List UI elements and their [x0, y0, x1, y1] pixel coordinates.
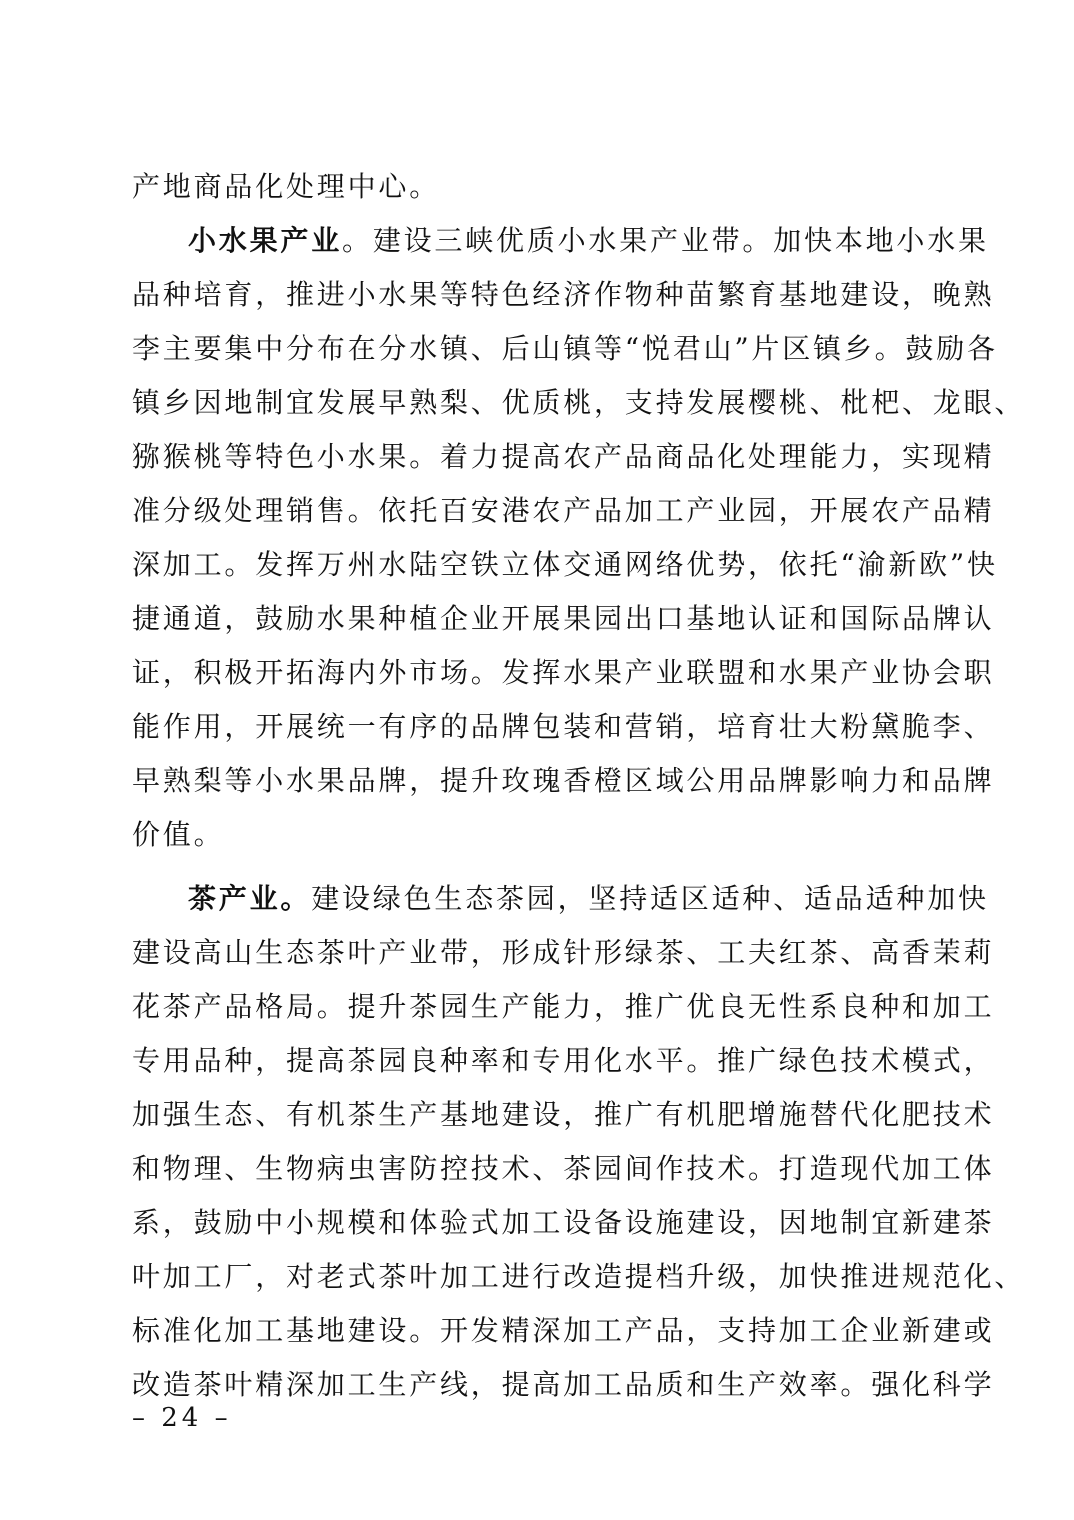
paragraph-line: 和物理、生物病虫害防控技术、茶园间作技术。打造现代加工体 [132, 1152, 995, 1185]
paragraph-line: 猕猴桃等特色小水果。着力提高农产品商品化处理能力，实现精 [132, 440, 995, 473]
paragraph-line: 加强生态、有机茶生产基地建设，推广有机肥增施替代化肥技术 [132, 1098, 995, 1131]
page-number: – 24 – [132, 1403, 232, 1433]
paragraph-line [132, 872, 989, 926]
paragraph-line: 能作用，开展统一有序的品牌包装和营销，培育壮大粉黛脆李、 [132, 710, 995, 743]
section-heading-tea: 茶产业。 [188, 882, 312, 915]
paragraph-line: 叶加工厂，对老式茶叶加工进行改造提档升级，加快推进规范化、 [132, 1260, 1026, 1293]
paragraph-line: 品种培育，推进小水果等特色经济作物种苗繁育基地建设，晚熟 [132, 278, 995, 311]
paragraph-line: 早熟梨等小水果品牌，提升玫瑰香橙区域公用品牌影响力和品牌 [132, 764, 995, 797]
paragraph-line: 花茶产品格局。提升茶园生产能力，推广优良无性系良种和加工 [132, 990, 995, 1023]
paragraph-line: 建设高山生态茶叶产业带，形成针形绿茶、工夫红茶、高香茉莉 [132, 936, 995, 969]
paragraph-spacer [132, 862, 942, 872]
paragraph-line: 证，积极开拓海内外市场。发挥水果产业联盟和水果产业协会职 [132, 656, 995, 689]
section-heading-small-fruit: 小水果产业 [188, 224, 343, 257]
paragraph-line: 产地商品化处理中心。 [132, 170, 441, 203]
document-body [132, 160, 1026, 1412]
paragraph-line: 捷通道，鼓励水果种植企业开展果园出口基地认证和国际品牌认 [132, 602, 995, 635]
paragraph-text: 。建设三峡优质小水果产业带。加快本地小水果 [342, 224, 989, 257]
paragraph-line: 价值。 [132, 818, 225, 851]
paragraph-text: 建设绿色生态茶园，坚持适区适种、适品适种加快 [311, 882, 989, 915]
paragraph-line: 标准化加工基地建设。开发精深加工产品，支持加工企业新建或 [132, 1314, 995, 1347]
paragraph-line: 深加工。发挥万州水陆空铁立体交通网络优势，依托“渝新欧”快 [132, 548, 998, 581]
paragraph-line: 镇乡因地制宜发展早熟梨、优质桃，支持发展樱桃、枇杷、龙眼、 [132, 386, 1026, 419]
paragraph-line: 专用品种，提高茶园良种率和专用化水平。推广绿色技术模式， [132, 1044, 995, 1077]
paragraph-line: 改造茶叶精深加工生产线，提高加工品质和生产效率。强化科学 [132, 1368, 995, 1401]
paragraph-line [132, 214, 989, 268]
paragraph-line: 准分级处理销售。依托百安港农产品加工产业园，开展农产品精 [132, 494, 995, 527]
paragraph-line: 系，鼓励中小规模和体验式加工设备设施建设，因地制宜新建茶 [132, 1206, 995, 1239]
paragraph-line: 李主要集中分布在分水镇、后山镇等“悦君山”片区镇乡。鼓励各 [132, 332, 998, 365]
